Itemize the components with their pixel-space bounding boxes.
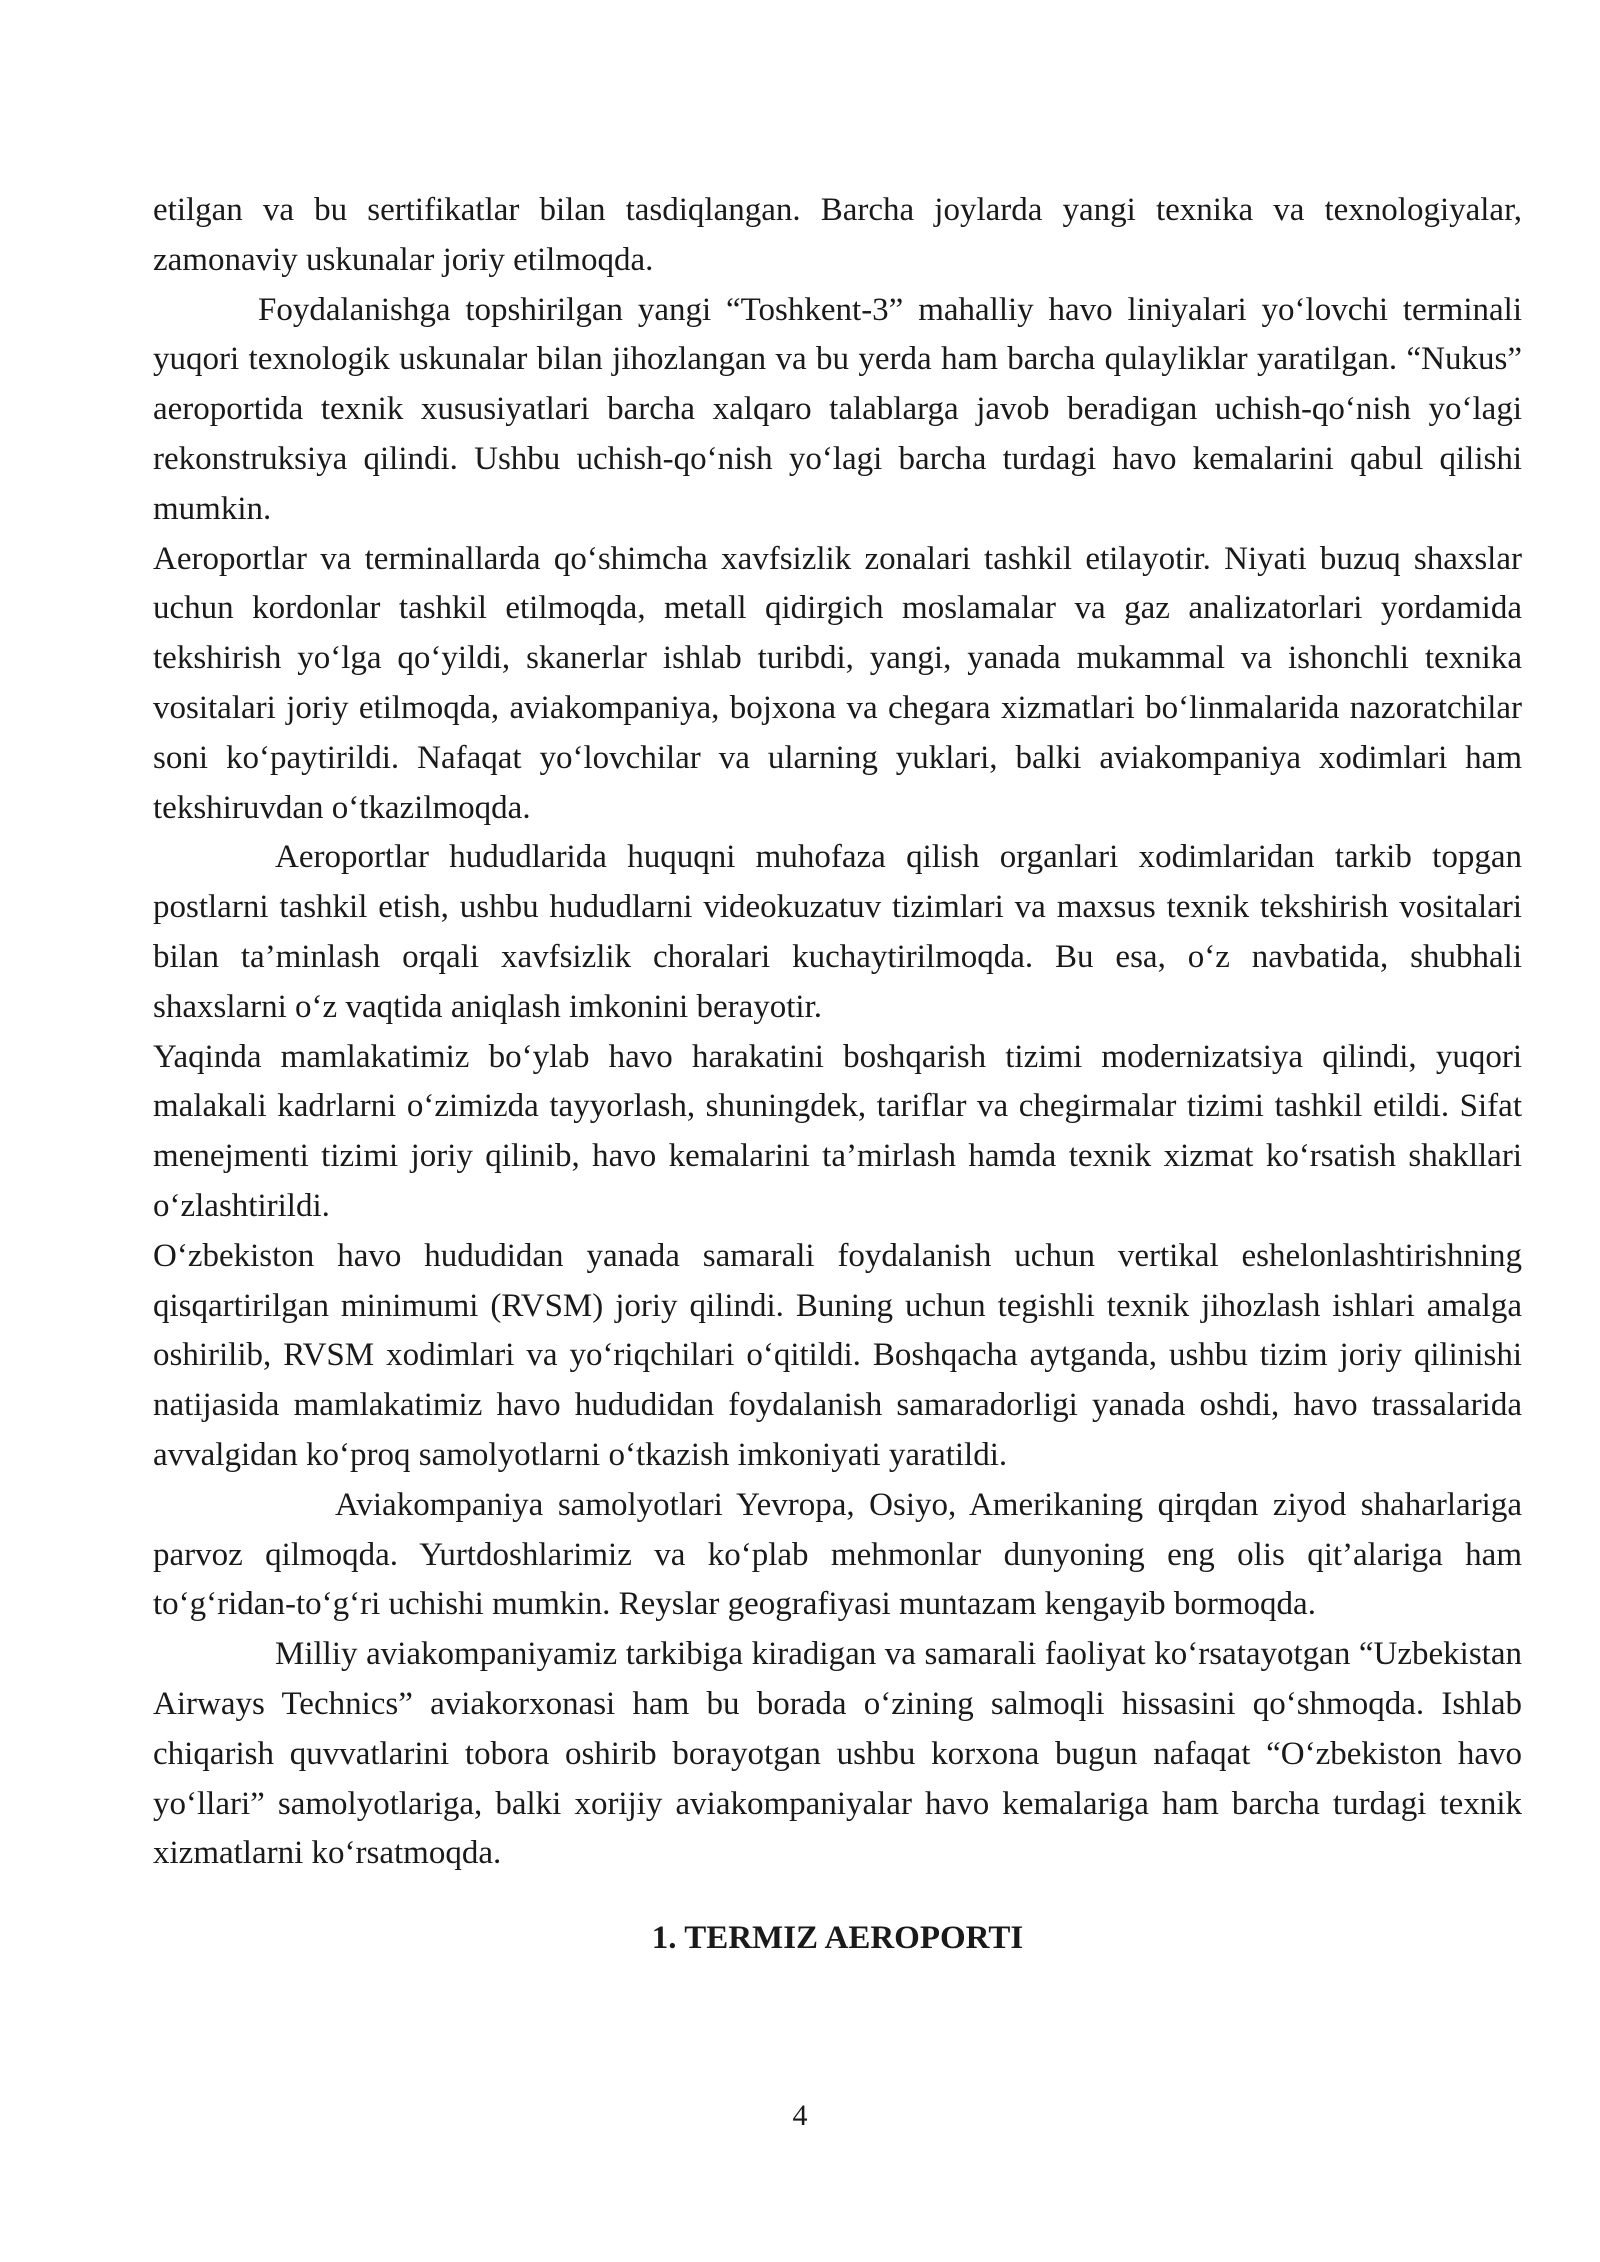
paragraph-toshkent-terminal: Foydalanishga topshirilgan yangi “Toshkent-3” mahalliy havo liniyalari yo‘lovchi terminali yuqori texnologik uskunalar bilan jihozlangan va bu yerda ham barcha qulayliklar yaratilgan. “Nukus” aeroportida texnik xususiyatlari barcha xalqaro talablarga javob beradigan uchish-qo‘nish yo‘lagi rekonstruksiya qilindi. Ushbu uchish-qo‘nish yo‘lagi barcha turdagi havo kemalarini qabul qilishi mumkin. xyxy=(153,291,1522,527)
section-heading: 1. TERMIZ AEROPORTI xyxy=(651,1920,1024,1957)
paragraph-modernization: Yaqinda mamlakatimiz bo‘ylab havo harakatini boshqarish tizimi modernizatsiya qilindi, yuqori malakali kadrlarni o‘zimizda tayyorlash, shuningdek, tariflar va chegirmalar tizimi tashkil etildi. Sifat menejmenti tizimi joriy qilinib, havo kemalarini ta’mirlash hamda texnik xizmat ko‘rsatish shakllari o‘zlashtirildi. xyxy=(153,1038,1522,1224)
paragraph-law-enforcement: Aeroportlar hududlarida huquqni muhofaza qilish organlari xodimlaridan tarkib topgan postlarni tashkil etish, ushbu hududlarni videokuzatuv tizimlari va maxsus texnik tekshirish vositalari bilan ta’minlash orqali xavfsizlik choralari kuchaytirilmoqda. Bu esa, o‘z navbatida, shubhali shaxslarni o‘z vaqtida aniqlash imkonini berayotir. xyxy=(153,839,1522,1025)
paragraph-security-zones: Aeroportlar va terminallarda qo‘shimcha xavfsizlik zonalari tashkil etilayotir. Niyati buzuq shaxslar uchun kordonlar tashkil etilmoqda, metall qidirgich moslamalar va gaz analizatorlari yordamida tekshirish yo‘lga qo‘yildi, skanerlar ishlab turibdi, yangi, yanada mukammal va ishonchli texnika vositalari joriy etilmoqda, aviakompaniya, bojxona va chegara xizmatlari bo‘linmalarida nazoratchilar soni ko‘paytirildi. Nafaqat yo‘lovchilar va ularning yuklari, balki aviakompaniya xodimlari ham tekshiruvdan o‘tkazilmoqda. xyxy=(153,540,1522,826)
document-page xyxy=(153,186,1522,1964)
paragraph-destinations: Aviakompaniya samolyotlari Yevropa, Osiyo, Amerikaning qirqdan ziyod shaharlariga parvoz qilmoqda. Yurtdoshlarimiz va ko‘plab mehmonlar dunyoning eng olis qit’alariga ham to‘g‘ridan-to‘g‘ri uchishi mumkin. Reyslar geografiyasi muntazam kengayib bormoqda. xyxy=(153,1486,1522,1623)
paragraph-rvsm: O‘zbekiston havo hududidan yanada samarali foydalanish uchun vertikal eshelonlashtirishning qisqartirilgan minimumi (RVSM) joriy qilindi. Buning uchun tegishli texnik jihozlash ishlari amalga oshirilib, RVSM xodimlari va yo‘riqchilari o‘qitildi. Boshqacha aytganda, ushbu tizim joriy qilinishi natijasida mamlakatimiz havo hududidan foydalanish samaradorligi yanada oshdi, havo trassalarida avvalgidan ko‘proq samolyotlarni o‘tkazish imkoniyati yaratildi. xyxy=(153,1237,1522,1473)
paragraph-certificates: etilgan va bu sertifikatlar bilan tasdiqlangan. Barcha joylarda yangi texnika va texnologiyalar, zamonaviy uskunalar joriy etilmoqda. xyxy=(153,192,1522,278)
page-number: 4 xyxy=(792,2099,808,2132)
paragraph-airways-technics: Milliy aviakompaniyamiz tarkibiga kiradigan va samarali faoliyat ko‘rsatayotgan “Uzbekistan Airways Technics” aviakorxonasi ham bu borada o‘zining salmoqli hissasini qo‘shmoqda. Ishlab chiqarish quvvatlarini tobora oshirib borayotgan ushbu korxona bugun nafaqat “O‘zbekiston havo yo‘llari” samolyotlariga, balki xorijiy aviakompaniyalar havo kemalariga ham barcha turdagi texnik xizmatlarni ko‘rsatmoqda. xyxy=(153,1636,1522,1872)
